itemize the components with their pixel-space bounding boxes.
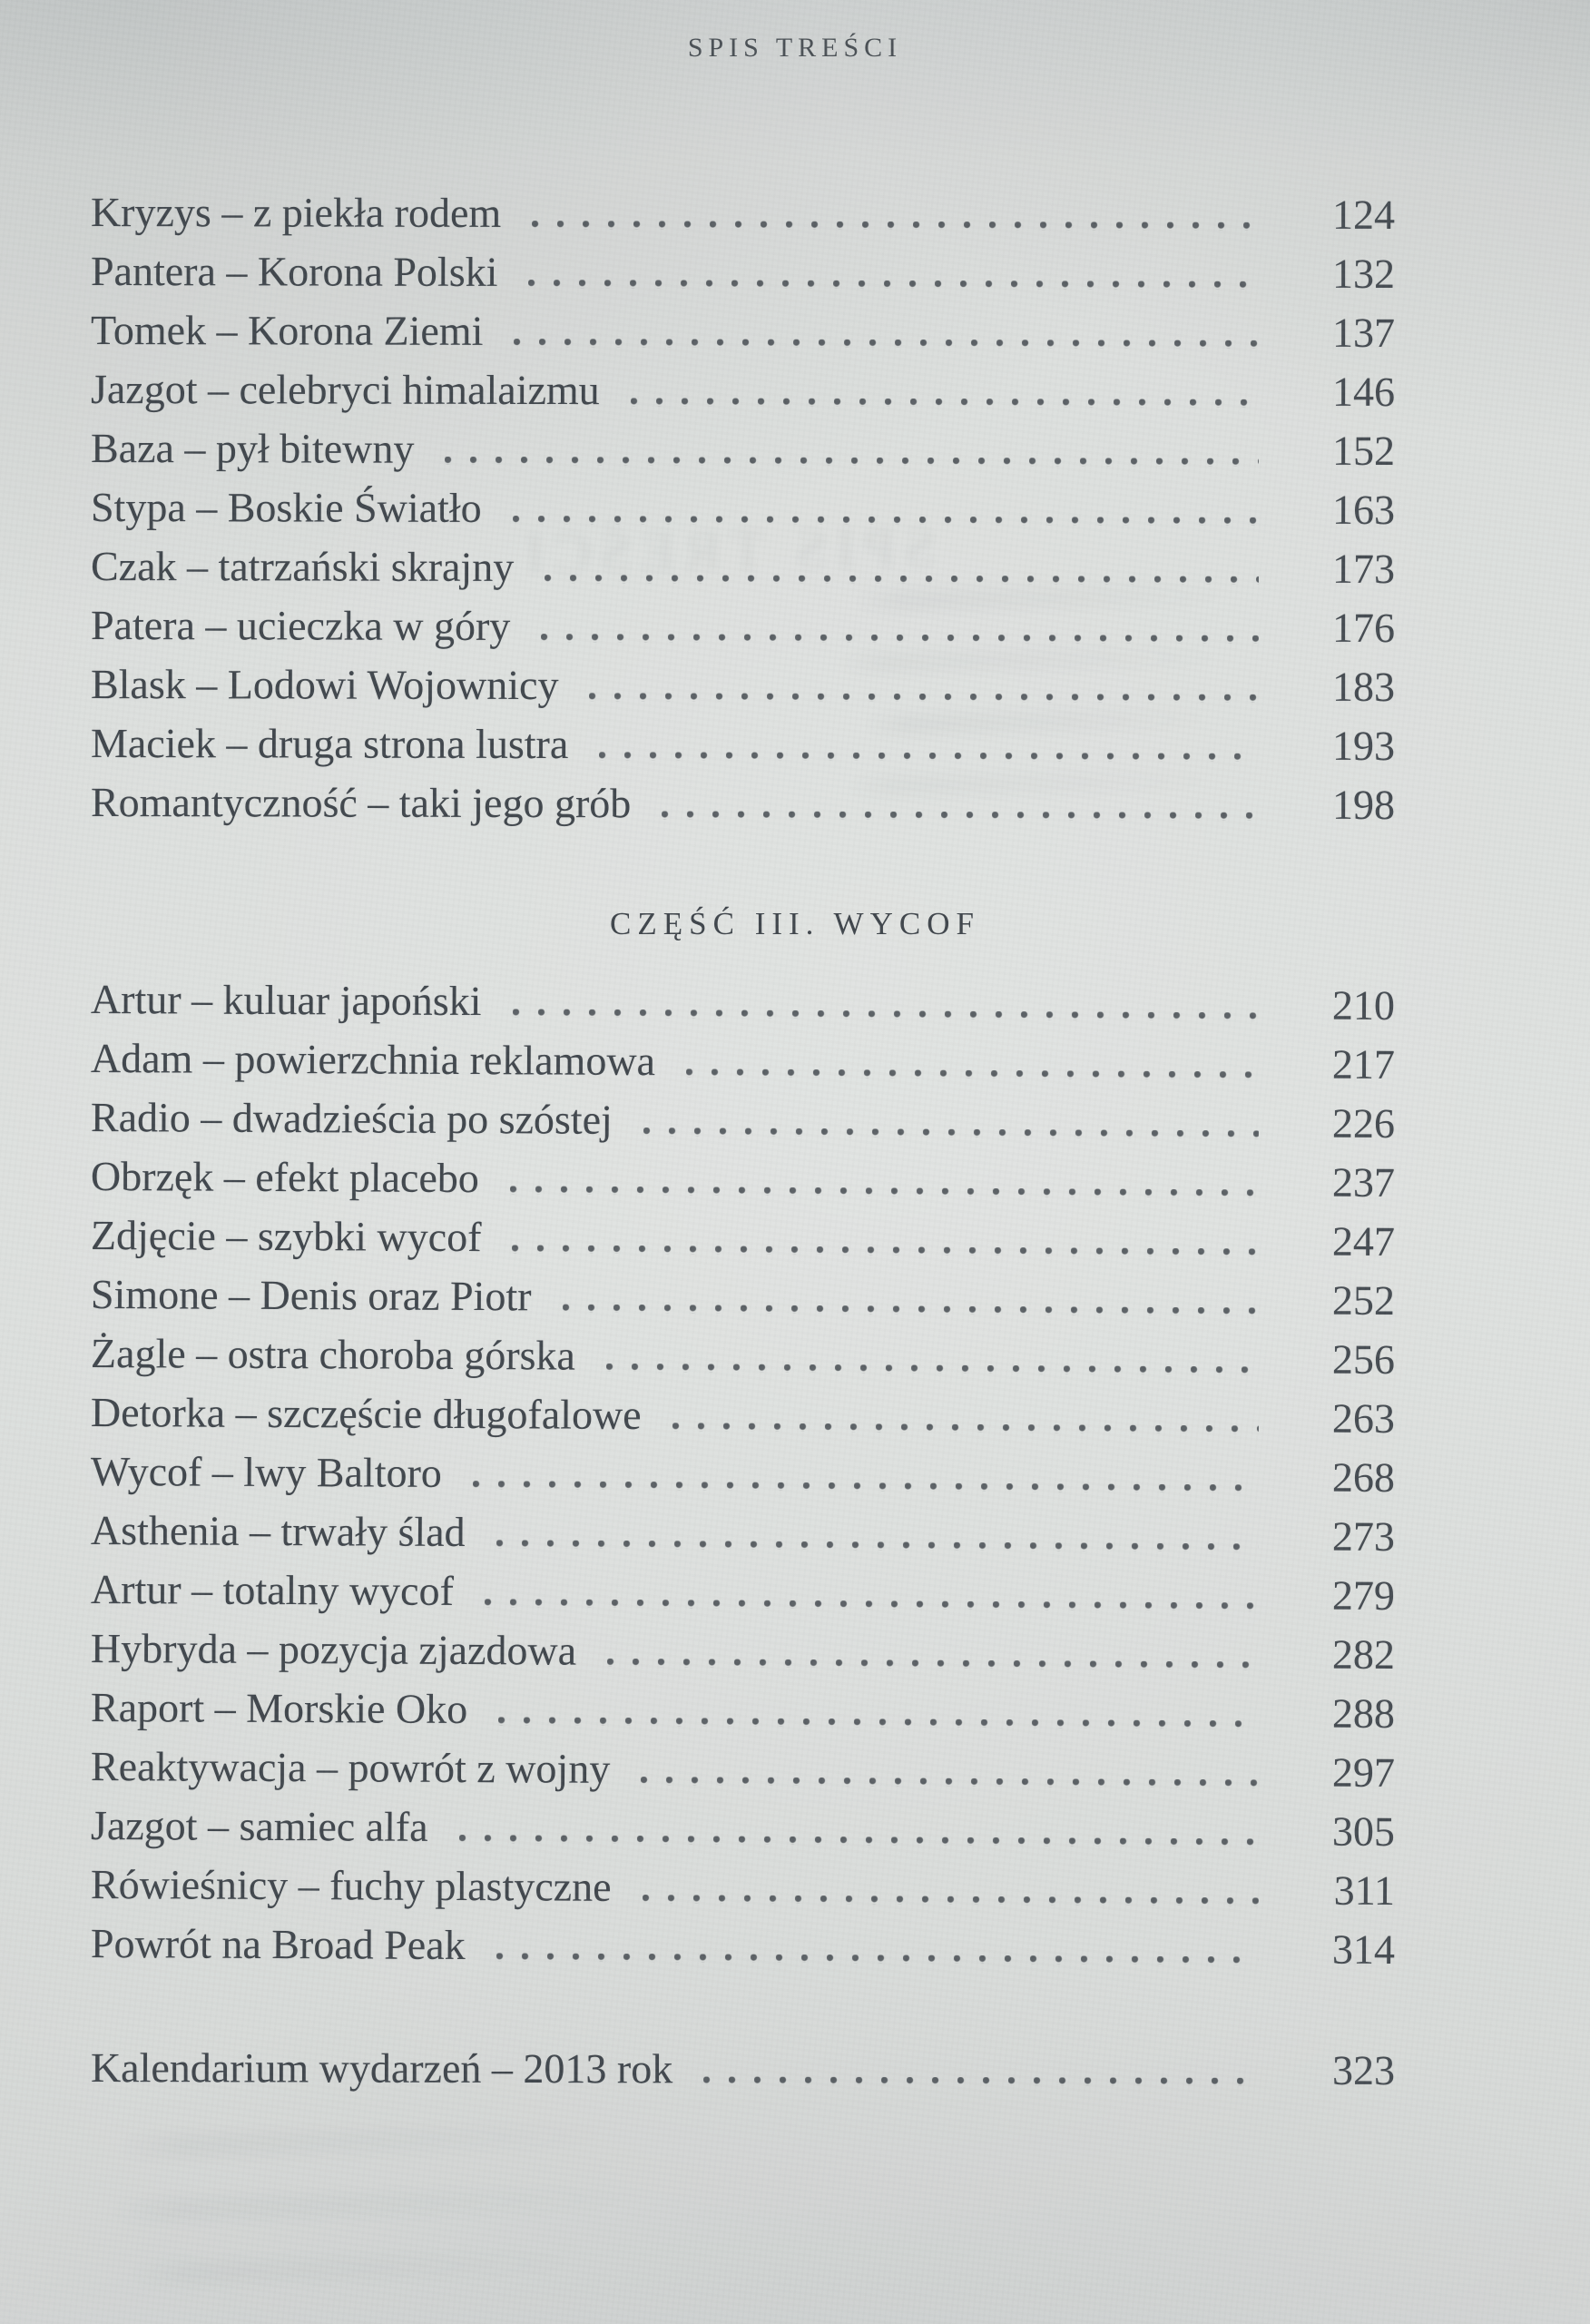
dotted-leader: [606, 1326, 1259, 1389]
dotted-leader: [686, 1031, 1259, 1093]
toc-entry-title: Raport – Morskie Oko: [90, 1684, 468, 1733]
page-number: 183: [1331, 663, 1396, 711]
toc-row: [91, 714, 1395, 775]
toc-row: [91, 1560, 1395, 1625]
page-number: 152: [1331, 427, 1396, 475]
dotted-leader: [498, 1679, 1259, 1742]
toc-row: [91, 419, 1395, 480]
page-number: 137: [1331, 309, 1396, 357]
page-title: SPIS TREŚCI: [687, 33, 903, 63]
page-number: 210: [1331, 981, 1396, 1029]
toc-row: [91, 537, 1395, 598]
dotted-leader: [459, 1797, 1260, 1860]
toc-entry-title: Adam – powierzchnia reklamowa: [90, 1035, 656, 1085]
dotted-leader: [496, 1502, 1259, 1565]
page-number: 132: [1331, 250, 1396, 298]
toc-row: [91, 655, 1395, 716]
dotted-leader: [445, 419, 1259, 480]
toc-entry-title: Reaktywacja – powrót z wojny: [90, 1743, 611, 1792]
toc-row: [91, 359, 1395, 421]
page-number: 193: [1331, 722, 1396, 770]
toc-entries-part-b: [91, 970, 1395, 1973]
toc-row: [91, 773, 1395, 834]
bleedthrough-smudge: [109, 2186, 653, 2223]
page-number: 279: [1331, 1571, 1396, 1620]
page-number: 198: [1331, 781, 1396, 829]
dotted-leader: [589, 655, 1259, 716]
dotted-leader: [485, 1561, 1259, 1624]
dotted-leader: [545, 537, 1259, 598]
toc-entry-title: Baza – pył bitewny: [90, 425, 415, 472]
page-number: 176: [1331, 604, 1396, 652]
toc-entry-title: Żagle – ostra choroba górska: [90, 1330, 576, 1379]
page-number: 226: [1331, 1099, 1396, 1147]
dotted-leader: [473, 1443, 1259, 1506]
page-number: 311: [1333, 1866, 1396, 1915]
toc-row: [91, 1088, 1395, 1153]
toc-entry-title: Wycof – lwy Baltoro: [90, 1448, 442, 1496]
page-number: 237: [1331, 1158, 1396, 1206]
toc-row: [91, 1265, 1395, 1330]
toc-entry-title: Maciek – druga strona lustra: [90, 720, 569, 768]
page-number: 314: [1331, 1925, 1396, 1974]
toc-entry-title: Obrzęk – efekt placebo: [90, 1153, 479, 1202]
page-number: 282: [1331, 1630, 1396, 1679]
dotted-leader: [512, 971, 1259, 1034]
toc-entry-title: Asthenia – trwały ślad: [90, 1507, 466, 1556]
bleedthrough-smudge: [118, 2122, 627, 2160]
toc-entry-title: Detorka – szczęście długofalowe: [90, 1389, 642, 1438]
dotted-leader: [607, 1621, 1259, 1684]
toc-entry-title: Jazgot – samiec alfa: [90, 1802, 428, 1850]
toc-row: [91, 1501, 1395, 1566]
toc-row: [91, 478, 1395, 539]
dotted-leader: [512, 1207, 1259, 1270]
calendar-entry-row: [91, 2038, 1395, 2100]
toc-entry-title: Simone – Denis oraz Piotr: [90, 1271, 532, 1320]
page-number: 323: [1331, 2046, 1396, 2094]
toc-row: [91, 1029, 1395, 1094]
toc-entry-title: Artur – totalny wycof: [90, 1566, 454, 1614]
toc-entry-title: Kalendarium wydarzeń – 2013 rok: [90, 2044, 673, 2093]
toc-entry-title: Czak – tatrzański skrajny: [90, 543, 515, 590]
dotted-leader: [672, 1385, 1260, 1447]
toc-row: [91, 1383, 1395, 1448]
toc-row: [91, 182, 1395, 244]
toc-entry-title: Radio – dwadzieścia po szóstej: [90, 1094, 613, 1143]
toc-entry-title: Artur – kuluar japoński: [90, 976, 482, 1025]
page-number: 263: [1331, 1394, 1396, 1443]
dotted-leader: [599, 714, 1259, 775]
toc-row: [91, 1442, 1395, 1507]
page-number: 124: [1331, 191, 1396, 239]
dotted-leader: [510, 1148, 1259, 1211]
toc-entry-title: Kryzys – z piekła rodem: [90, 189, 502, 236]
dotted-leader: [528, 242, 1259, 303]
dotted-leader: [641, 1739, 1259, 1801]
dotted-leader: [631, 360, 1259, 420]
page-number: 247: [1331, 1217, 1396, 1265]
page-number: 217: [1331, 1040, 1396, 1088]
toc-row: [91, 300, 1395, 362]
dotted-leader: [642, 1857, 1259, 1919]
toc-row: [91, 1324, 1395, 1389]
toc-entry-title: Romantyczność – taki jego grób: [90, 779, 632, 827]
toc-entry-title: Patera – ucieczka w góry: [90, 602, 511, 649]
dotted-leader: [562, 1267, 1259, 1330]
page-number: 256: [1331, 1335, 1396, 1384]
dotted-leader: [662, 773, 1259, 833]
dotted-leader: [541, 596, 1259, 657]
toc-row: [91, 1619, 1395, 1684]
page-number: 273: [1331, 1512, 1396, 1561]
toc-entry-title: Tomek – Korona Ziemi: [90, 307, 484, 354]
toc-entry-title: Zdjęcie – szybki wycof: [90, 1212, 482, 1261]
toc-row: [91, 1796, 1395, 1861]
toc-row: [91, 1147, 1395, 1212]
toc-row: [91, 1914, 1395, 1979]
toc-row: [91, 970, 1395, 1035]
page-number: 305: [1331, 1807, 1396, 1856]
dotted-leader: [514, 301, 1259, 362]
toc-entry-title: Stypa – Boskie Światło: [90, 484, 482, 531]
page-number: 268: [1331, 1453, 1396, 1502]
dotted-leader: [643, 1090, 1259, 1152]
toc-row: [91, 596, 1395, 657]
dotted-leader: [703, 2039, 1259, 2099]
section-heading: CZĘŚĆ III. WYCOF: [610, 906, 980, 941]
toc-entry-title: Jazgot – celebryci himalaizmu: [90, 366, 600, 414]
page-number: 163: [1331, 486, 1396, 534]
bleedthrough-smudge: [127, 2250, 600, 2287]
toc-entry-title: Pantera – Korona Polski: [90, 248, 498, 295]
toc-row: [91, 1855, 1395, 1920]
toc-row: [91, 1206, 1395, 1271]
toc-entry-title: Hybryda – pozycja zjazdowa: [90, 1625, 577, 1674]
page-number: 252: [1331, 1276, 1396, 1324]
toc-entry-title: Blask – Lodowi Wojownicy: [90, 661, 559, 709]
page-number: 173: [1331, 545, 1396, 593]
page-number: 297: [1331, 1748, 1396, 1797]
toc-row: [91, 241, 1395, 303]
dotted-leader: [532, 183, 1259, 244]
dotted-leader: [496, 1915, 1259, 1978]
page-number: 288: [1331, 1689, 1396, 1738]
toc-row: [91, 1737, 1395, 1802]
page-number: 146: [1331, 368, 1396, 416]
toc-entry-title: Rówieśnicy – fuchy plastyczne: [90, 1861, 612, 1910]
toc-entry-title: Powrót na Broad Peak: [90, 1920, 466, 1969]
toc-row: [91, 1678, 1395, 1743]
calendar-entry-section: [91, 2038, 1395, 2097]
dotted-leader: [513, 478, 1260, 539]
toc-entries-part-a: [91, 182, 1395, 832]
